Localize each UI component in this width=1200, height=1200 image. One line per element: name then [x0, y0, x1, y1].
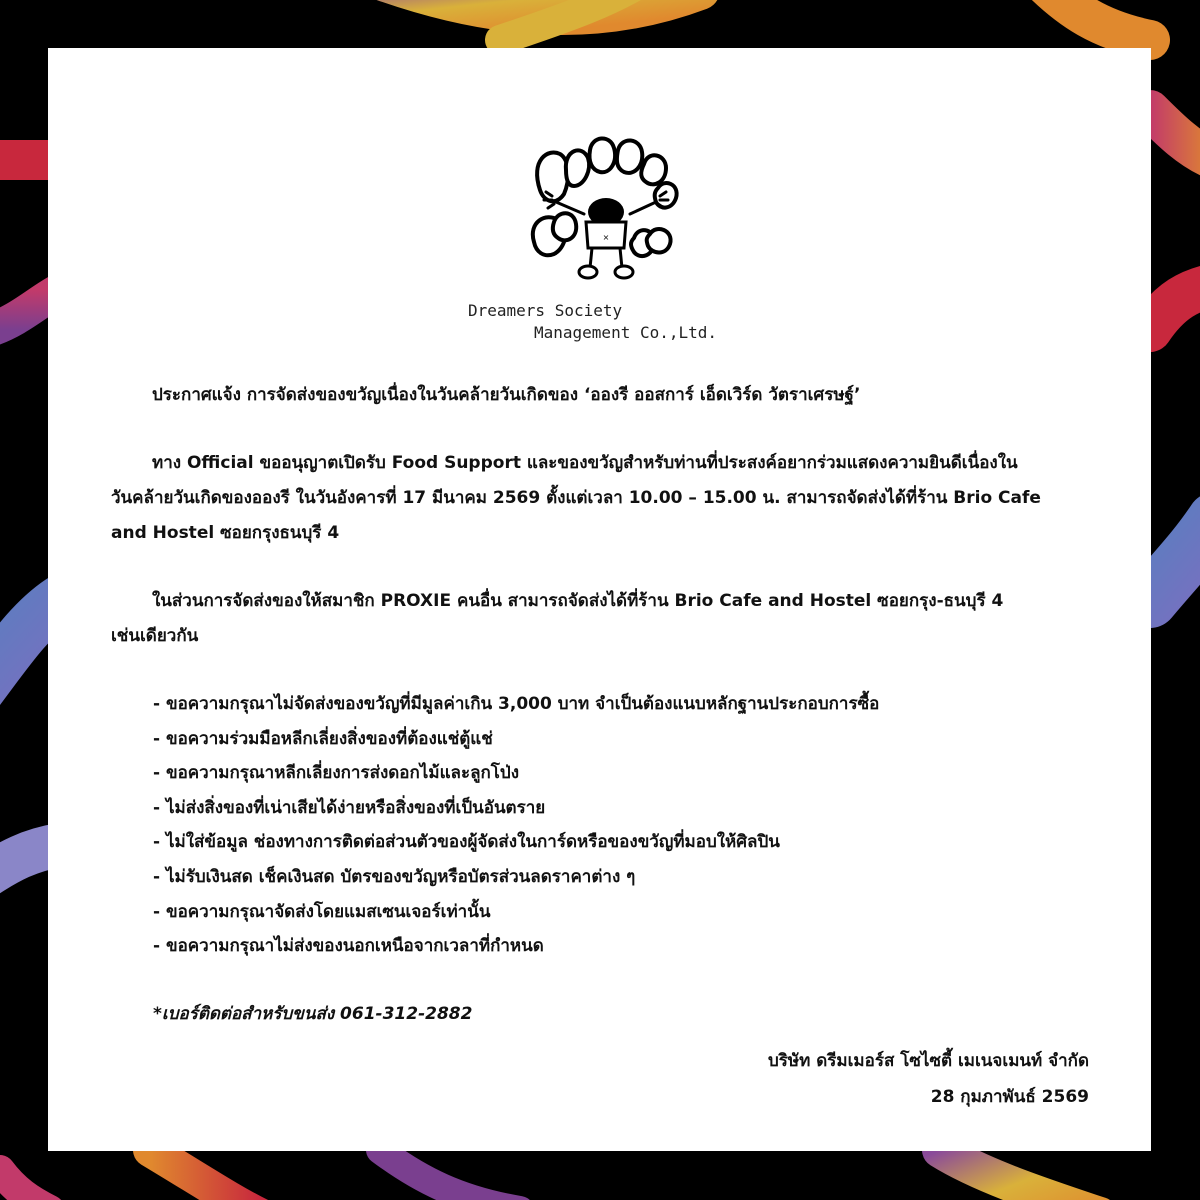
bg-stroke — [1150, 520, 1200, 600]
paragraph-2-line-2: เช่นเดียวกัน — [111, 626, 199, 646]
bg-stroke — [1150, 285, 1200, 330]
dreamers-society-logo-icon — [526, 130, 686, 290]
announcement-paragraph-1 — [111, 446, 1091, 551]
paragraph-1-line-2: วันคล้ายวันเกิดของอองรี ในวันอังคารที่ 17 มีนาคม 2569 ตั้งแต่เวลา 10.00 – 15.00 น. สามารถจัดส่งได้ที่ร้าน Brio Cafe — [111, 488, 1041, 508]
bg-stroke — [940, 1150, 1100, 1200]
announcement-paragraph-2 — [111, 584, 1091, 654]
bg-stroke — [1040, 0, 1150, 40]
rule-item: - ไม่ส่งสิ่งของที่เน่าเสียได้ง่ายหรือสิ่งของที่เป็นอันตราย — [153, 797, 546, 818]
rule-item: - ไม่ใส่ข้อมูล ช่องทางการติดต่อส่วนตัวของผู้จัดส่งในการ์ดหรือของขวัญที่มอบให้ศิลปิน — [153, 832, 780, 853]
paragraph-2-line-1: ในส่วนการจัดส่งของให้สมาชิก PROXIE คนอื่น สามารถจัดส่งได้ที่ร้าน Brio Cafe and Hostel ซอยกรุง-ธนบุรี 4 — [152, 591, 1004, 611]
company-name-line1: Dreamers Society — [468, 301, 623, 320]
company-name-line2: Management Co.,Ltd. — [534, 323, 718, 342]
bg-stroke — [1150, 110, 1200, 160]
announcement-title: ประกาศแจ้ง การจัดส่งของขวัญเนื่องในวันคล้ายวันเกิดของ ‘อองรี ออสการ์ เอ็ดเวิร์ด วัตราเศรษฐ์’ — [152, 385, 861, 405]
paragraph-1-line-3: and Hostel ซอยกรุงธนบุรี 4 — [111, 523, 340, 543]
svg-text:×: × — [602, 233, 610, 242]
rule-item: - ขอความกรุณาจัดส่งโดยแมสเซนเจอร์เท่านั้น — [153, 901, 491, 922]
contact-note: *เบอร์ติดต่อสำหรับขนส่ง 061-312-2882 — [153, 1003, 473, 1024]
company-name-en — [468, 300, 768, 344]
signature-date: 28 กุมภาพันธ์ 2569 — [930, 1087, 1089, 1107]
bg-stroke — [150, 1150, 260, 1200]
announcement-card — [48, 48, 1151, 1151]
signature-block — [768, 1043, 1089, 1115]
rule-item: - ขอความกรุณาหลีกเลี่ยงการส่งดอกไม้และลูกโป่ง — [153, 763, 520, 784]
paragraph-1-line-1: ทาง Official ขออนุญาตเปิดรับ Food Support และของขวัญสำหรับท่านที่ประสงค์อยากร่วมแสดงความยินดีเนื่องใน — [152, 453, 1018, 473]
rule-item: - ไม่รับเงินสด เช็คเงินสด บัตรของขวัญหรือบัตรส่วนลดราคาต่าง ๆ — [153, 866, 636, 887]
bg-stroke — [0, 140, 48, 180]
bg-stroke — [0, 1170, 50, 1200]
announcement-body — [111, 378, 1091, 1032]
bg-stroke — [380, 1150, 520, 1200]
rule-item: - ขอความร่วมมือหลีกเลี่ยงสิ่งของที่ต้องแช่ตู้แช่ — [153, 728, 493, 749]
signature-company: บริษัท ดรีมเมอร์ส โซไซตี้ เมเนจเมนท์ จำกัด — [767, 1051, 1089, 1071]
rule-item: - ขอความกรุณาไม่ส่งของนอกเหนือจากเวลาที่กำหนด — [153, 936, 544, 957]
rules-list — [111, 687, 1091, 964]
rule-item: - ขอความกรุณาไม่จัดส่งของขวัญที่มีมูลค่าเกิน 3,000 บาท จำเป็นต้องแนบหลักฐานประกอบการซื้อ — [153, 694, 880, 714]
